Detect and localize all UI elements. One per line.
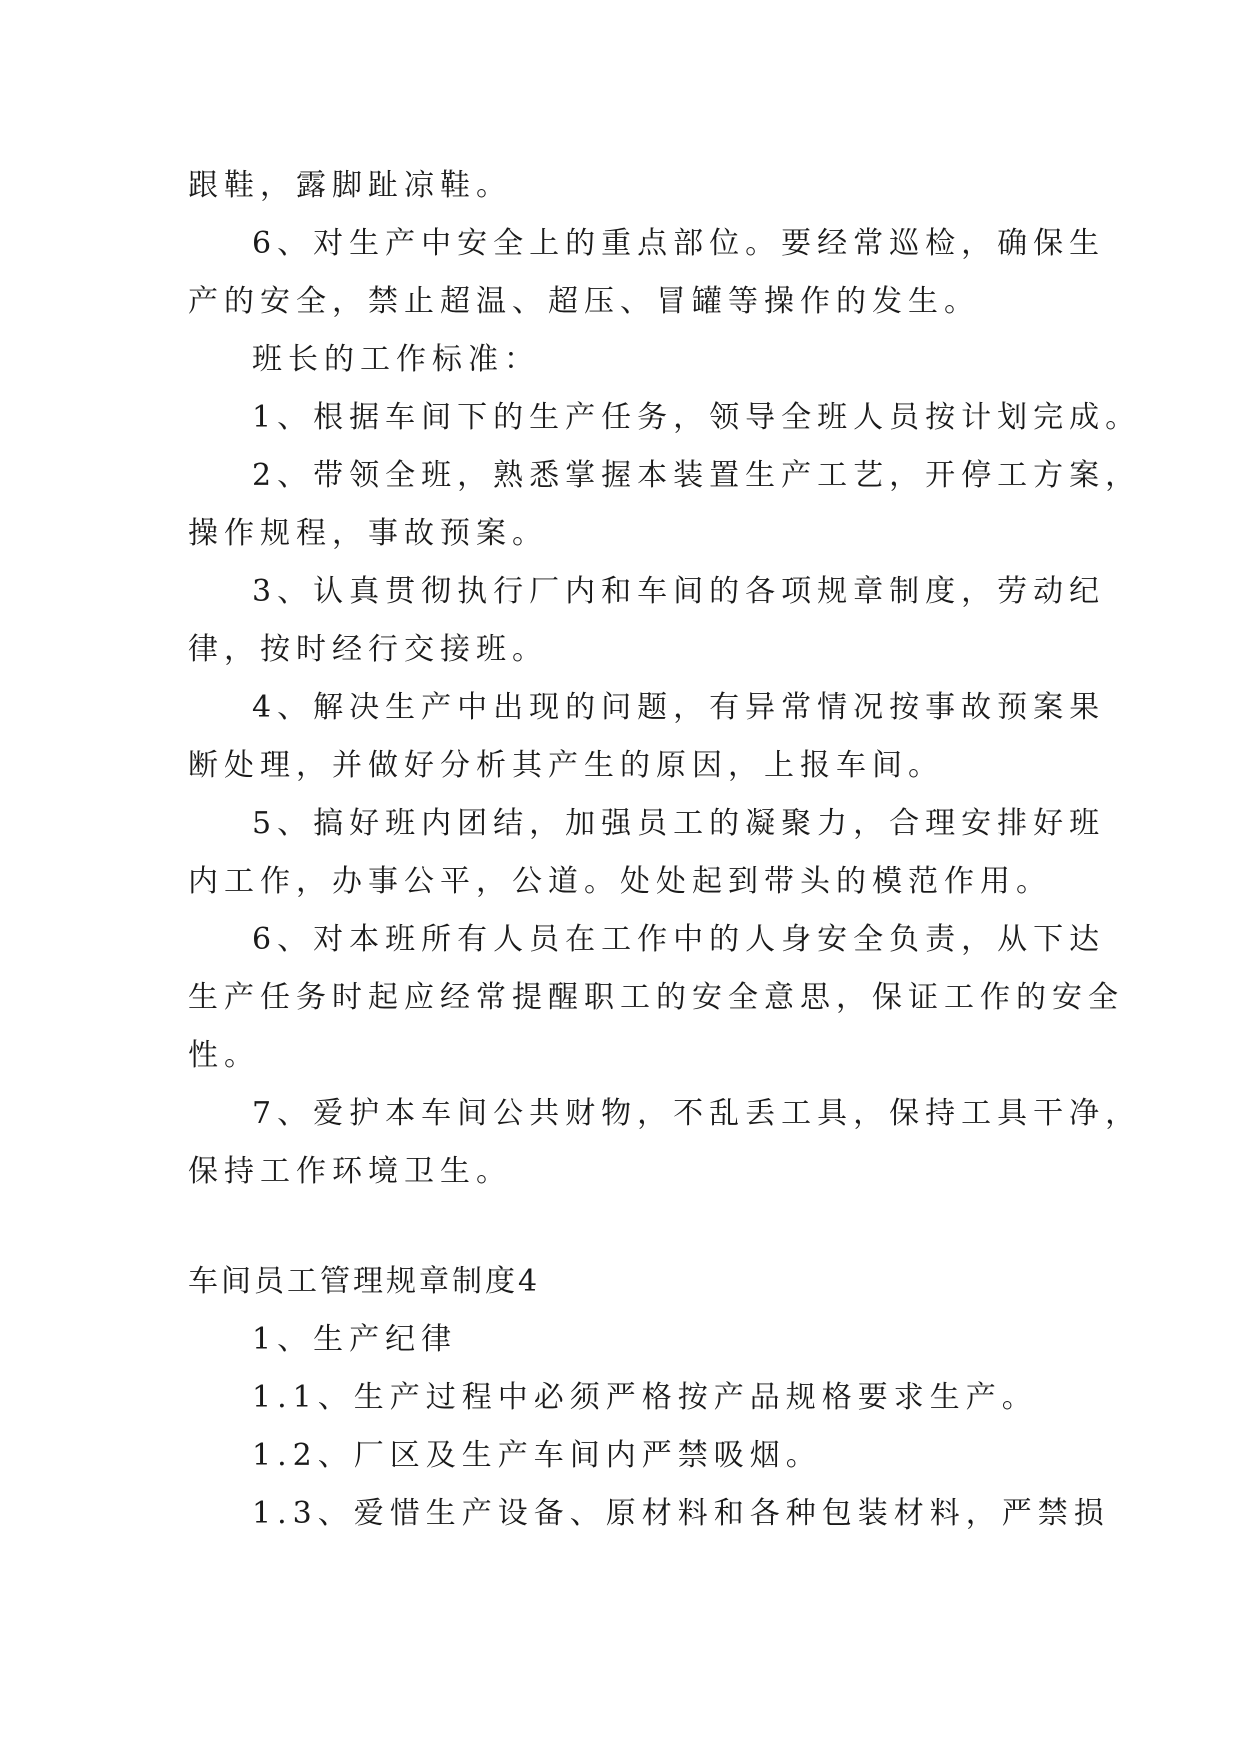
text-line: 生产任务时起应经常提醒职工的安全意思，保证工作的安全 (188, 980, 1124, 1015)
text-line: 1.1、生产过程中必须严格按产品规格要求生产。 (252, 1380, 1038, 1415)
text-line: 1、根据车间下的生产任务，领导全班人员按计划完成。 (252, 400, 1142, 435)
text-line: 6、对本班所有人员在工作中的人身安全负责，从下达 (252, 922, 1106, 957)
text-line: 5、搞好班内团结，加强员工的凝聚力，合理安排好班 (252, 806, 1106, 841)
document-title: 车间员工管理规章制度4 (188, 1264, 541, 1299)
text-line: 律，按时经行交接班。 (188, 632, 548, 667)
text-line: 跟鞋，露脚趾凉鞋。 (188, 168, 512, 203)
text-line: 6、对生产中安全上的重点部位。要经常巡检，确保生 (252, 226, 1106, 261)
section-heading: 班长的工作标准： (252, 342, 540, 377)
text-line: 内工作，办事公平，公道。处处起到带头的模范作用。 (188, 864, 1052, 899)
text-line: 产的安全，禁止超温、超压、冒罐等操作的发生。 (188, 284, 980, 319)
text-line: 性。 (188, 1038, 260, 1073)
text-line: 3、认真贯彻执行厂内和车间的各项规章制度，劳动纪 (252, 574, 1106, 609)
text-line: 1.3、爱惜生产设备、原材料和各种包装材料，严禁损 (252, 1496, 1110, 1531)
text-line: 保持工作环境卫生。 (188, 1154, 512, 1189)
text-line: 2、带领全班，熟悉掌握本装置生产工艺，开停工方案， (252, 458, 1142, 493)
text-line: 7、爱护本车间公共财物，不乱丢工具，保持工具干净， (252, 1096, 1142, 1131)
section-heading: 1、生产纪律 (252, 1322, 458, 1357)
text-line: 4、解决生产中出现的问题，有异常情况按事故预案果 (252, 690, 1106, 725)
text-line: 断处理，并做好分析其产生的原因，上报车间。 (188, 748, 944, 783)
text-line: 1.2、厂区及生产车间内严禁吸烟。 (252, 1438, 822, 1473)
text-line: 操作规程，事故预案。 (188, 516, 548, 551)
